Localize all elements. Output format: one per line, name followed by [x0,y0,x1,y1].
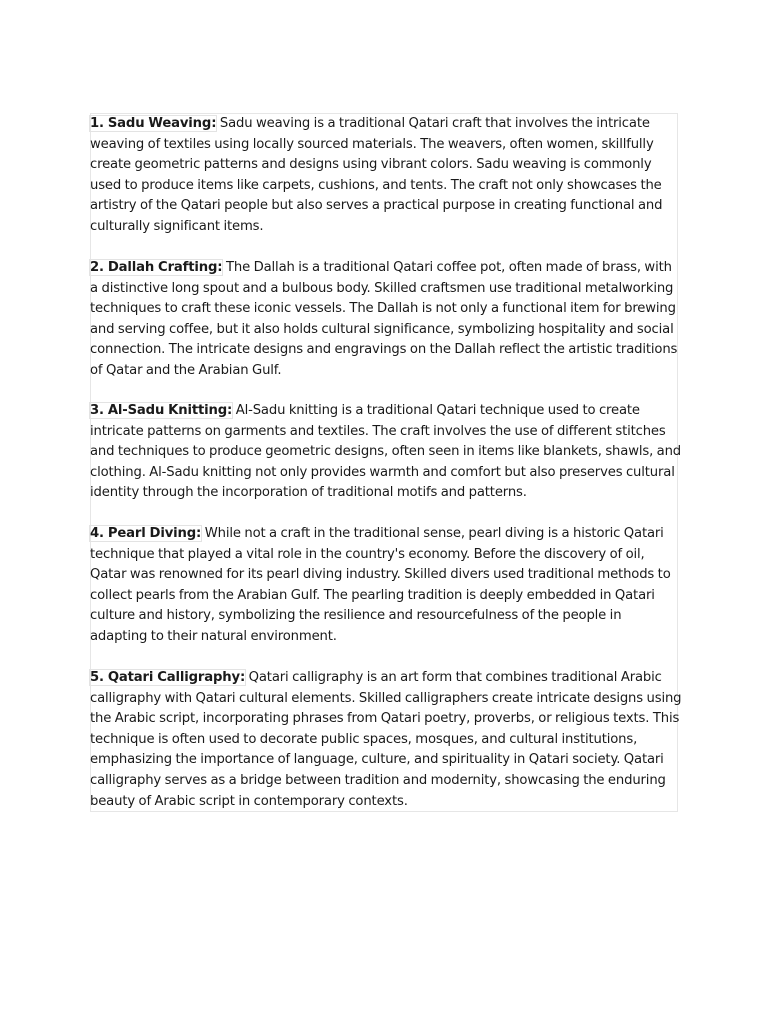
section-body: Qatari calligraphy is an art form that combines traditional Arabic calligraphy with Qatari cultural elements. Skilled calligraphers create intricate designs using the Arabic script, incorporating phrases from Qatari poetry, proverbs, or religious texts. This technique is often used to decorate public spaces, mosques, and cultural institutions, emphasizing the importance of language, culture, and spirituality in Qatari society. Qatari calligraphy serves as a bridge between tradition and modernity, showcasing the enduring beauty of Arabic script in contemporary contexts. [90,670,682,809]
section-body: While not a craft in the traditional sense, pearl diving is a historic Qatari technique that played a vital role in the country's economy. Before the discovery of oil, Qatar was renowned for its pearl diving industry. Skilled divers used traditional methods to collect pearls from the Arabian Gulf. The pearling tradition is deeply embedded in Qatari culture and history, symbolizing the resilience and resourcefulness of the people in adapting to their natural environment. [90,526,671,644]
section-sadu-weaving [90,114,682,238]
section-heading: 1. Sadu Weaving: [90,116,217,131]
section-dallah-crafting [90,258,682,382]
section-qatari-calligraphy [90,668,682,812]
section-heading: 3. Al-Sadu Knitting: [90,403,233,418]
section-heading: 4. Pearl Diving: [90,526,202,541]
section-al-sadu-knitting [90,401,682,504]
section-body: Sadu weaving is a traditional Qatari craft that involves the intricate weaving of textiles using locally sourced materials. The weavers, often women, skillfully create geometric patterns and designs using vibrant colors. Sadu weaving is commonly used to produce items like carpets, cushions, and tents. The craft not only showcases the artistry of the Qatari people but also serves a practical purpose in creating functional and culturally significant items. [90,116,663,234]
section-pearl-diving [90,524,682,648]
section-heading: 2. Dallah Crafting: [90,260,223,275]
section-heading: 5. Qatari Calligraphy: [90,670,246,685]
section-body: The Dallah is a traditional Qatari coffee pot, often made of brass, with a distinctive long spout and a bulbous body. Skilled craftsmen use traditional metalworking techniques to craft these iconic vessels. The Dallah is not only a functional item for brewing and serving coffee, but it also holds cultural significance, symbolizing hospitality and social connection. The intricate designs and engravings on the Dallah reflect the artistic traditions of Qatar and the Arabian Gulf. [90,260,678,378]
section-body: Al-Sadu knitting is a traditional Qatari technique used to create intricate patterns on garments and textiles. The craft involves the use of different stitches and techniques to produce geometric designs, often seen in items like blankets, shawls, and clothing. Al-Sadu knitting not only provides warmth and comfort but also preserves cultural identity through the incorporation of traditional motifs and patterns. [90,403,682,501]
